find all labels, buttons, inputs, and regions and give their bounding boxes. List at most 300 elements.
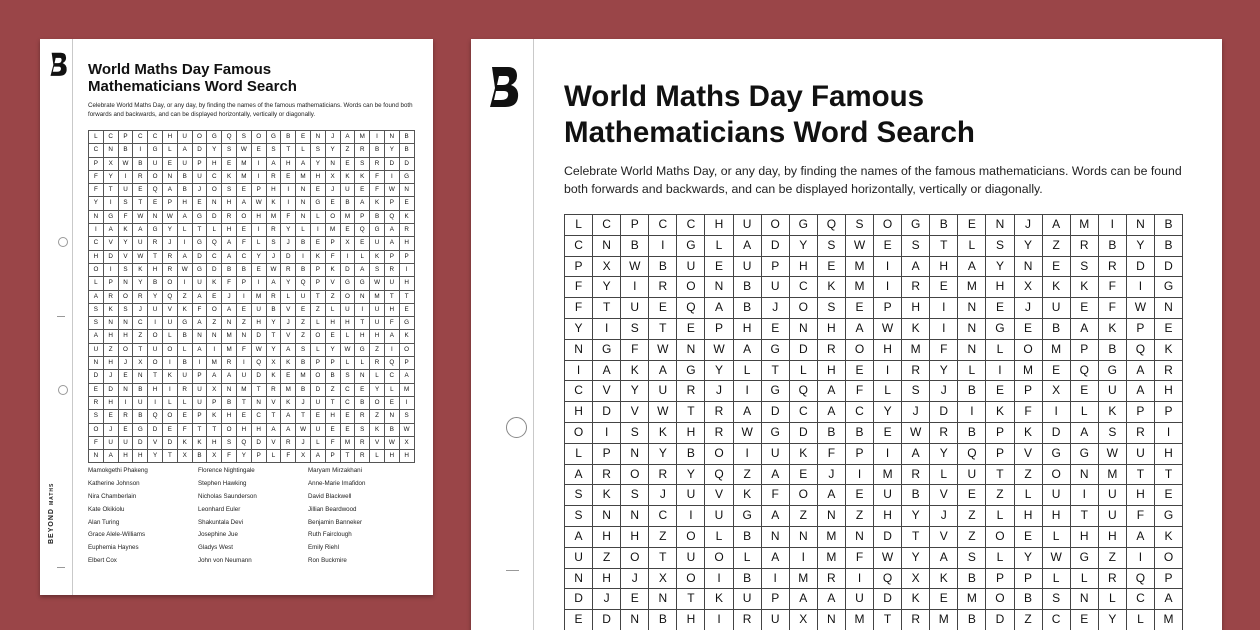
grid-letter: N <box>119 317 134 330</box>
grid-letter: W <box>267 264 282 277</box>
grid-letter: L <box>1071 569 1099 590</box>
grid-letter: B <box>341 197 356 210</box>
grid-letter: Q <box>705 465 733 486</box>
grid-letter: H <box>986 277 1014 298</box>
grid-letter: A <box>296 158 311 171</box>
grid-letter: V <box>1015 444 1043 465</box>
grid-letter: E <box>874 236 902 257</box>
grid-letter: D <box>593 402 621 423</box>
grid-letter: T <box>207 424 222 437</box>
grid-letter: H <box>734 319 762 340</box>
grid-letter: S <box>370 264 385 277</box>
grid-letter: O <box>207 184 222 197</box>
grid-letter: I <box>311 224 326 237</box>
grid-letter: D <box>207 264 222 277</box>
grid-letter: U <box>677 485 705 506</box>
grid-letter: T <box>148 370 163 383</box>
grid-letter: I <box>958 402 986 423</box>
grid-letter: Z <box>104 344 119 357</box>
grid-letter: G <box>593 340 621 361</box>
grid-letter: E <box>762 319 790 340</box>
grid-letter: L <box>311 437 326 450</box>
grid-letter: U <box>341 304 356 317</box>
grid-letter: O <box>119 291 134 304</box>
grid-letter: I <box>104 264 119 277</box>
grid-letter: M <box>341 211 356 224</box>
grid-letter: A <box>1155 589 1183 610</box>
grid-letter: O <box>790 298 818 319</box>
grid-letter: C <box>790 402 818 423</box>
grid-letter: G <box>400 317 415 330</box>
grid-letter: M <box>902 340 930 361</box>
grid-letter: T <box>385 291 400 304</box>
grid-letter: I <box>193 357 208 370</box>
grid-letter: K <box>902 319 930 340</box>
word-list-item: Benjamin Banneker <box>308 518 363 526</box>
grid-letter: N <box>311 131 326 144</box>
grid-letter: H <box>252 424 267 437</box>
grid-letter: E <box>148 197 163 210</box>
grid-letter: B <box>649 257 677 278</box>
grid-letter: X <box>1015 277 1043 298</box>
grid-letter: U <box>193 277 208 290</box>
grid-letter: K <box>207 410 222 423</box>
grid-letter: H <box>930 257 958 278</box>
grid-letter: G <box>311 197 326 210</box>
grid-letter: D <box>281 251 296 264</box>
grid-letter: S <box>958 548 986 569</box>
grid-letter: M <box>818 527 846 548</box>
grid-letter: I <box>385 171 400 184</box>
grid-letter: E <box>958 215 986 236</box>
worksheet-thumbnail <box>40 39 433 595</box>
grid-letter: R <box>281 264 296 277</box>
grid-letter: A <box>565 465 593 486</box>
grid-letter: D <box>148 424 163 437</box>
grid-letter: H <box>148 264 163 277</box>
grid-letter: B <box>1043 319 1071 340</box>
grid-letter: O <box>677 569 705 590</box>
grid-letter: B <box>1015 589 1043 610</box>
grid-letter: Y <box>148 450 163 463</box>
word-list <box>88 465 418 568</box>
grid-letter: B <box>930 215 958 236</box>
grid-letter: K <box>163 370 178 383</box>
grid-letter: T <box>762 361 790 382</box>
grid-letter: V <box>930 485 958 506</box>
grid-letter: I <box>1155 423 1183 444</box>
grid-letter: O <box>400 344 415 357</box>
grid-letter: D <box>565 589 593 610</box>
grid-letter: O <box>790 485 818 506</box>
grid-letter: K <box>370 424 385 437</box>
grid-letter: K <box>790 444 818 465</box>
grid-letter: C <box>1127 589 1155 610</box>
fold-mark <box>57 316 65 317</box>
grid-letter: K <box>119 224 134 237</box>
grid-letter: Z <box>237 317 252 330</box>
grid-letter: A <box>734 402 762 423</box>
grid-letter: U <box>311 424 326 437</box>
grid-letter: M <box>930 610 958 630</box>
grid-letter: A <box>1043 215 1071 236</box>
grid-letter: A <box>1071 423 1099 444</box>
grid-letter: K <box>986 402 1014 423</box>
grid-letter: J <box>1015 298 1043 319</box>
grid-letter: Z <box>370 410 385 423</box>
grid-letter: P <box>385 251 400 264</box>
grid-letter: W <box>252 344 267 357</box>
grid-letter: Q <box>385 357 400 370</box>
grid-letter: T <box>237 397 252 410</box>
grid-letter: B <box>222 397 237 410</box>
grid-letter: K <box>1043 277 1071 298</box>
grid-letter: I <box>119 171 134 184</box>
grid-letter: P <box>986 423 1014 444</box>
grid-letter: E <box>237 224 252 237</box>
grid-letter: U <box>1127 444 1155 465</box>
grid-letter: J <box>621 569 649 590</box>
grid-letter: A <box>178 211 193 224</box>
grid-letter: S <box>222 184 237 197</box>
grid-letter: R <box>705 423 733 444</box>
grid-letter: V <box>705 485 733 506</box>
grid-letter: L <box>986 506 1014 527</box>
grid-letter: E <box>930 589 958 610</box>
grid-letter: S <box>355 158 370 171</box>
grid-letter: M <box>370 291 385 304</box>
grid-letter: R <box>104 291 119 304</box>
grid-letter: C <box>89 237 104 250</box>
grid-letter: Y <box>677 465 705 486</box>
grid-letter: K <box>222 171 237 184</box>
grid-letter: O <box>193 131 208 144</box>
grid-letter: B <box>846 423 874 444</box>
word-search-grid <box>564 214 1183 630</box>
grid-letter: O <box>326 211 341 224</box>
grid-letter: K <box>267 370 282 383</box>
grid-letter: R <box>1099 569 1127 590</box>
grid-letter: T <box>400 291 415 304</box>
grid-letter: F <box>846 381 874 402</box>
grid-letter: E <box>1015 527 1043 548</box>
grid-letter: N <box>163 171 178 184</box>
grid-letter: V <box>267 437 282 450</box>
grid-letter: A <box>1127 361 1155 382</box>
grid-letter: N <box>119 277 134 290</box>
grid-letter: S <box>902 236 930 257</box>
grid-letter: M <box>296 370 311 383</box>
grid-letter: V <box>163 304 178 317</box>
grid-letter: A <box>705 298 733 319</box>
grid-letter: R <box>178 384 193 397</box>
word-list-item: Shakuntala Devi <box>198 518 244 526</box>
grid-letter: J <box>649 485 677 506</box>
grid-letter: L <box>1099 589 1127 610</box>
grid-letter: S <box>621 423 649 444</box>
grid-letter: G <box>355 277 370 290</box>
grid-letter: H <box>1015 506 1043 527</box>
grid-letter: L <box>163 144 178 157</box>
grid-letter: G <box>207 131 222 144</box>
grid-letter: F <box>237 344 252 357</box>
grid-letter: T <box>148 251 163 264</box>
grid-letter: J <box>104 370 119 383</box>
grid-letter: L <box>178 224 193 237</box>
grid-letter: H <box>267 184 282 197</box>
grid-letter: E <box>846 361 874 382</box>
grid-letter: A <box>818 402 846 423</box>
grid-letter: O <box>207 304 222 317</box>
grid-letter: Z <box>326 291 341 304</box>
beyond-b-logo-icon <box>48 51 68 77</box>
grid-letter: D <box>762 402 790 423</box>
grid-letter: Y <box>89 197 104 210</box>
grid-letter: K <box>1071 277 1099 298</box>
grid-letter: J <box>133 304 148 317</box>
fold-mark <box>57 567 65 568</box>
grid-letter: X <box>790 610 818 630</box>
grid-letter: V <box>281 304 296 317</box>
grid-letter: S <box>355 424 370 437</box>
grid-letter: K <box>281 357 296 370</box>
grid-letter: N <box>89 357 104 370</box>
grid-letter: U <box>119 184 134 197</box>
grid-letter: R <box>649 277 677 298</box>
grid-letter: T <box>1071 506 1099 527</box>
grid-letter: Q <box>355 224 370 237</box>
grid-letter: H <box>874 506 902 527</box>
grid-letter: W <box>874 548 902 569</box>
grid-letter: E <box>565 610 593 630</box>
grid-letter: A <box>163 184 178 197</box>
grid-letter: G <box>1099 361 1127 382</box>
grid-letter: B <box>296 264 311 277</box>
grid-letter: H <box>400 450 415 463</box>
grid-letter: H <box>281 158 296 171</box>
grid-letter: I <box>163 357 178 370</box>
grid-letter: L <box>930 465 958 486</box>
grid-letter: E <box>818 257 846 278</box>
fold-mark <box>506 570 519 571</box>
grid-letter: E <box>326 330 341 343</box>
grid-letter: A <box>649 361 677 382</box>
grid-letter: M <box>790 569 818 590</box>
grid-letter: X <box>296 450 311 463</box>
grid-letter: D <box>193 251 208 264</box>
grid-letter: O <box>1043 465 1071 486</box>
grid-letter: Q <box>1127 569 1155 590</box>
grid-letter: I <box>1127 548 1155 569</box>
grid-letter: I <box>1099 215 1127 236</box>
grid-letter: W <box>133 211 148 224</box>
grid-letter: W <box>1099 444 1127 465</box>
grid-letter: A <box>89 291 104 304</box>
grid-letter: B <box>193 450 208 463</box>
grid-letter: L <box>1043 527 1071 548</box>
grid-letter: U <box>193 171 208 184</box>
grid-letter: E <box>89 384 104 397</box>
grid-letter: U <box>734 589 762 610</box>
grid-letter: W <box>178 264 193 277</box>
grid-letter: E <box>846 485 874 506</box>
grid-letter: U <box>252 304 267 317</box>
word-list-item: Kate Okikiolu <box>88 505 125 513</box>
grid-letter: B <box>649 610 677 630</box>
grid-letter: K <box>370 197 385 210</box>
grid-letter: H <box>370 330 385 343</box>
grid-letter: H <box>252 211 267 224</box>
grid-letter: T <box>593 298 621 319</box>
grid-letter: E <box>311 184 326 197</box>
grid-letter: F <box>326 437 341 450</box>
grid-letter: A <box>734 236 762 257</box>
grid-letter: S <box>400 410 415 423</box>
grid-letter: M <box>252 291 267 304</box>
grid-letter: V <box>104 237 119 250</box>
grid-letter: A <box>267 277 282 290</box>
grid-letter: A <box>593 361 621 382</box>
grid-letter: G <box>148 144 163 157</box>
beyond-b-logo-icon <box>486 64 520 109</box>
grid-letter: R <box>1071 236 1099 257</box>
grid-letter: N <box>355 291 370 304</box>
grid-letter: B <box>677 444 705 465</box>
grid-letter: K <box>207 277 222 290</box>
grid-letter: H <box>104 357 119 370</box>
grid-letter: U <box>677 548 705 569</box>
grid-letter: A <box>222 237 237 250</box>
grid-letter: E <box>986 298 1014 319</box>
grid-letter: I <box>163 384 178 397</box>
grid-letter: A <box>902 257 930 278</box>
grid-letter: D <box>311 384 326 397</box>
grid-letter: Z <box>958 506 986 527</box>
grid-letter: I <box>705 610 733 630</box>
grid-letter: O <box>89 264 104 277</box>
grid-letter: W <box>237 144 252 157</box>
grid-letter: O <box>874 215 902 236</box>
grid-letter: J <box>281 317 296 330</box>
grid-letter: Z <box>958 527 986 548</box>
grid-letter: U <box>1099 485 1127 506</box>
grid-letter: N <box>958 298 986 319</box>
grid-letter: Y <box>593 277 621 298</box>
grid-letter: M <box>237 158 252 171</box>
grid-letter: G <box>1071 548 1099 569</box>
grid-letter: D <box>930 402 958 423</box>
grid-letter: T <box>104 184 119 197</box>
grid-letter: D <box>986 610 1014 630</box>
grid-letter: A <box>1127 527 1155 548</box>
grid-letter: L <box>163 397 178 410</box>
grid-letter: H <box>1155 381 1183 402</box>
grid-letter: R <box>267 384 282 397</box>
grid-letter: F <box>370 184 385 197</box>
grid-letter: O <box>163 410 178 423</box>
grid-letter: K <box>400 211 415 224</box>
grid-letter: E <box>1015 319 1043 340</box>
grid-letter: O <box>148 171 163 184</box>
grid-letter: F <box>1127 506 1155 527</box>
grid-letter: L <box>311 344 326 357</box>
word-list-item: Ruth Fairclough <box>308 531 352 539</box>
grid-letter: M <box>355 131 370 144</box>
grid-letter: N <box>296 211 311 224</box>
grid-letter: B <box>958 423 986 444</box>
grid-letter: H <box>119 330 134 343</box>
grid-letter: F <box>193 304 208 317</box>
grid-letter: P <box>311 357 326 370</box>
grid-letter: H <box>252 317 267 330</box>
grid-letter: D <box>163 437 178 450</box>
grid-letter: O <box>762 215 790 236</box>
grid-letter: O <box>846 340 874 361</box>
grid-letter: R <box>734 610 762 630</box>
grid-letter: H <box>133 450 148 463</box>
grid-letter: K <box>326 264 341 277</box>
grid-letter: P <box>565 257 593 278</box>
grid-letter: L <box>311 211 326 224</box>
worksheet-title: World Maths Day Famous Mathematicians Word Search <box>88 61 297 95</box>
grid-letter: U <box>178 158 193 171</box>
grid-letter: B <box>1099 236 1127 257</box>
grid-letter: Q <box>222 131 237 144</box>
grid-letter: M <box>296 171 311 184</box>
grid-letter: G <box>178 317 193 330</box>
grid-letter: N <box>89 450 104 463</box>
grid-letter: G <box>400 171 415 184</box>
grid-letter: H <box>1127 485 1155 506</box>
grid-letter: O <box>252 131 267 144</box>
worksheet-intro: Celebrate World Maths Day, or any day, by finding the names of the famous mathematicians. Words can be found both forwards and backwards, and can be displayed horizontally, vertically or diagonally. <box>564 164 1182 196</box>
grid-letter: Z <box>370 344 385 357</box>
grid-letter: A <box>104 224 119 237</box>
grid-letter: J <box>818 465 846 486</box>
grid-letter: B <box>400 144 415 157</box>
grid-letter: W <box>385 437 400 450</box>
grid-letter: W <box>902 423 930 444</box>
grid-letter: I <box>252 277 267 290</box>
grid-letter: A <box>846 319 874 340</box>
grid-letter: A <box>222 251 237 264</box>
grid-letter: N <box>649 589 677 610</box>
grid-letter: K <box>1099 402 1127 423</box>
grid-letter: H <box>119 450 134 463</box>
grid-letter: P <box>1155 402 1183 423</box>
grid-letter: U <box>734 257 762 278</box>
grid-letter: C <box>341 384 356 397</box>
grid-letter: J <box>222 291 237 304</box>
grid-letter: L <box>89 131 104 144</box>
grid-letter: N <box>846 527 874 548</box>
grid-letter: B <box>1155 215 1183 236</box>
grid-letter: D <box>252 437 267 450</box>
grid-letter: C <box>207 251 222 264</box>
grid-letter: R <box>1099 257 1127 278</box>
grid-letter: T <box>296 410 311 423</box>
grid-letter: H <box>326 410 341 423</box>
grid-letter: J <box>267 251 282 264</box>
grid-letter: I <box>734 381 762 402</box>
worksheet-closeup <box>471 39 1222 630</box>
grid-letter: X <box>400 437 415 450</box>
word-list-item: Nicholas Saunderson <box>198 492 257 500</box>
grid-letter: A <box>762 506 790 527</box>
grid-letter: I <box>874 444 902 465</box>
grid-letter: Q <box>296 277 311 290</box>
grid-letter: R <box>902 277 930 298</box>
